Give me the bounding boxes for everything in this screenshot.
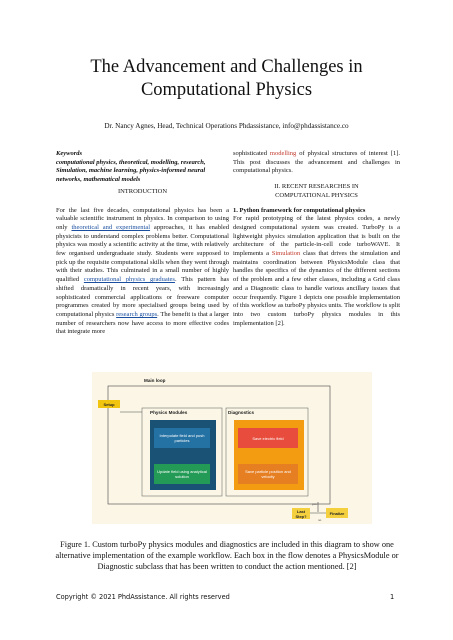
right-column (233, 150, 400, 328)
intro-text-1: For the last five decades, computational physics has been a valuable scientific instrument in physics. In comparison to using only (56, 206, 229, 231)
workflow-figure (92, 372, 372, 524)
link-theoretical-experimental[interactable]: theoretical and experimental (71, 223, 151, 231)
save-particle-box: Save particle position and velocity (238, 464, 298, 484)
intro-text-2: approaches, it has enabled physicists to understand complex problems better. Computational physics was mostly a scientific activity at the time, with relatively few organised undergraduate study. Students were supposed to pick up the requisite computational skills when they went through with their studies. This culminated in a small number of highly qualified (56, 223, 229, 284)
right-paragraph-0 (233, 150, 400, 176)
finalize-box: Finalize (326, 508, 348, 518)
setup-box: Setup (98, 400, 120, 408)
interpolate-box: Interpolate field and push particles (154, 428, 210, 448)
section-heading-line-1: II. RECENT RESEARCHES IN (274, 183, 359, 191)
figure-caption: Figure 1. Custom turboPy physics modules and diagnostics are included in this diagram to show one alternative implementation of the example workflow. Each box in the flow denotes a PhysicsModule or Diagnostic subclass that has been written to conduct the action mentioned. [2] (55, 540, 399, 571)
simulation-highlight[interactable]: Simulation (271, 250, 301, 258)
right-paragraph-1 (233, 215, 400, 328)
save-field-box: Save electric field (238, 428, 298, 448)
right-text-1b: class that drives the simulation and maintains coordination between PhysicsModule class that handles the specifics of the dynamics of the different sections of the problem and a few other classes, including a Grid class and a Diagnostic class to handle various ancillary issues that occur frequently. Figure 1 depicts one possible implementation of this workflow as turboPy physics units. The workflow is split into two custom turboPy physics modules in this implementation [2]. (233, 250, 400, 327)
page-number: 1 (390, 593, 395, 601)
intro-text-4: . The benefit is that a larger number of researchers now have access to more effective codes that integrate more (56, 310, 230, 336)
right-text-0a: sophisticated (233, 150, 270, 157)
sub-heading: 1. Python framework for computational physics (233, 206, 366, 214)
modelling-highlight[interactable]: modelling (269, 150, 297, 157)
right-text-0b: of physical structures of interest [1]. This post discusses the advancement and challenges in computational physics. (233, 150, 400, 175)
section-heading-line-2: COMPUTATIONAL PHYSICS (275, 191, 358, 199)
paper-title (0, 56, 453, 102)
left-column (56, 150, 229, 337)
title-line-1: The Advancement and Challenges in (90, 57, 363, 77)
workflow-connectors (92, 372, 372, 524)
right-text-1a: For rapid prototyping of the latest physics codes, a newly designed computational system was created. TurboPy is a lightweight physics simulation application that is built on the architecture of the particle-in-cell code turboWAVE. It implements a (233, 215, 400, 258)
title-line-2: Computational Physics (140, 80, 313, 100)
intro-heading: INTRODUCTION (117, 187, 168, 195)
physics-modules-label: Physics Modules (150, 410, 188, 415)
keywords-list: computational physics, theoretical, modelling, research, Simulation, machine learning, physics-informed neural networks, mathematical models (56, 158, 206, 184)
author-line: Dr. Nancy Agnes, Head, Technical Operations Phdassistance, info@phdassistance.co (104, 122, 349, 130)
link-computational-physics-graduates[interactable]: computational physics graduates (83, 276, 175, 284)
intro-text-3: . This pattern has shifted dramatically in recent years, with increasingly sophisticated commercial applications or freeware computer programmes created by more specialised groups being used by computational physics (56, 276, 230, 318)
yes-label: yes (312, 502, 317, 506)
diagnostics-label: Diagnostics (228, 410, 255, 415)
intro-paragraph (56, 207, 229, 338)
copyright-footer: Copyright © 2021 PhdAssistance. All rights reserved (56, 593, 230, 601)
link-research-groups[interactable]: research groups (116, 310, 158, 318)
keywords-heading: Keywords (56, 150, 82, 157)
last-step-box: Last Step? (292, 508, 310, 519)
main-loop-label: Main loop (144, 378, 166, 383)
update-field-box: Update field using analytical solution (154, 464, 210, 484)
no-label: no (318, 518, 322, 522)
